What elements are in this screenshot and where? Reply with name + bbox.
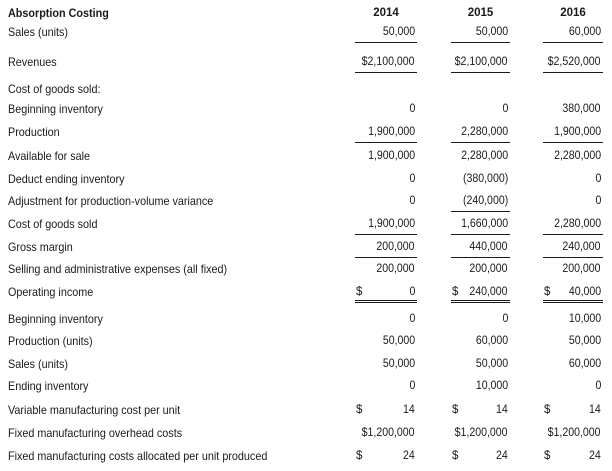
cell-value: 24 <box>589 450 601 462</box>
cell-value: 10,000 <box>475 380 508 392</box>
cell-value: 1,900,000 <box>553 126 601 138</box>
cell-value: 0 <box>409 173 415 185</box>
row-cell <box>451 445 510 467</box>
row-cell <box>543 21 603 43</box>
row-cell <box>355 98 417 120</box>
row-label: Operating income <box>8 285 94 299</box>
row-label: Beginning inventory <box>8 102 103 116</box>
table-row <box>0 98 612 120</box>
row-cell <box>543 121 603 143</box>
row-label: Cost of goods sold: <box>8 82 101 96</box>
cell-value: 1,900,000 <box>367 150 415 162</box>
row-cell <box>543 445 603 467</box>
table-row <box>0 51 612 73</box>
currency-symbol: $ <box>452 404 459 416</box>
row-cell <box>355 353 417 375</box>
cell-value: $2,520,000 <box>548 56 601 68</box>
cell-value: 50,000 <box>475 358 508 370</box>
year-header-2014: 2014 <box>373 7 399 19</box>
row-cell <box>451 375 510 397</box>
table-row <box>0 145 612 167</box>
currency-symbol: $ <box>452 450 459 462</box>
row-cell <box>355 281 417 303</box>
cell-value: 0 <box>502 313 508 325</box>
row-cell <box>451 281 510 303</box>
row-label: Selling and administrative expenses (all fixed) <box>8 262 228 276</box>
row-cell <box>355 213 417 235</box>
currency-symbol: $ <box>356 286 363 298</box>
table-title: Absorption Costing <box>8 6 109 20</box>
cell-value: (380,000) <box>462 173 508 185</box>
row-cell <box>543 330 603 352</box>
row-label: Fixed manufacturing overhead costs <box>8 426 183 440</box>
cell-value: 0 <box>502 103 508 115</box>
row-cell <box>355 258 417 280</box>
row-cell <box>543 145 603 167</box>
cell-value: 0 <box>409 103 415 115</box>
row-cell <box>543 236 603 258</box>
row-label: Sales (units) <box>8 25 69 39</box>
row-cell <box>355 21 417 43</box>
cell-value: 200,000 <box>376 241 415 253</box>
currency-symbol: $ <box>544 450 551 462</box>
cell-value: 0 <box>595 380 601 392</box>
row-cell <box>451 422 510 444</box>
table-row <box>0 190 612 212</box>
cell-value: 0 <box>595 195 601 207</box>
row-cell <box>543 281 603 303</box>
row-cell <box>355 308 417 330</box>
row-cell <box>451 213 510 235</box>
cell-value: 24 <box>403 450 415 462</box>
row-label: Sales (units) <box>8 357 69 371</box>
table-row <box>0 78 612 100</box>
cell-value: 10,000 <box>568 313 601 325</box>
row-cell <box>543 399 603 421</box>
row-cell <box>451 236 510 258</box>
cell-value: 2,280,000 <box>553 218 601 230</box>
cell-value: 200,000 <box>469 263 508 275</box>
row-cell <box>543 51 603 73</box>
row-cell <box>451 258 510 280</box>
cell-value: 0 <box>409 380 415 392</box>
row-cell <box>451 168 510 190</box>
row-cell <box>355 145 417 167</box>
row-cell <box>355 330 417 352</box>
row-cell <box>355 422 417 444</box>
row-label: Cost of goods sold <box>8 217 98 231</box>
row-cell <box>543 258 603 280</box>
cell-value: 1,660,000 <box>460 218 508 230</box>
cell-value: 14 <box>589 404 601 416</box>
table-row <box>0 445 612 467</box>
row-cell <box>451 121 510 143</box>
table-row <box>0 375 612 397</box>
row-label: Available for sale <box>8 149 91 163</box>
row-cell <box>543 168 603 190</box>
cell-value: 50,000 <box>382 26 415 38</box>
cell-value: 60,000 <box>568 26 601 38</box>
cell-value: 440,000 <box>469 241 508 253</box>
cell-value: 1,900,000 <box>367 126 415 138</box>
cell-value: 240,000 <box>562 241 601 253</box>
row-cell <box>355 121 417 143</box>
year-header-2015: 2015 <box>467 7 494 19</box>
row-cell <box>451 145 510 167</box>
row-cell <box>451 308 510 330</box>
currency-symbol: $ <box>356 450 363 462</box>
currency-symbol: $ <box>452 286 459 298</box>
table-row <box>0 353 612 375</box>
row-label: Revenues <box>8 55 57 69</box>
cell-value: 24 <box>496 450 508 462</box>
cell-value: 50,000 <box>475 26 508 38</box>
row-cell <box>451 330 510 352</box>
row-label: Adjustment for production-volume variance <box>8 194 214 208</box>
table-row <box>0 281 612 303</box>
row-cell <box>355 168 417 190</box>
cell-value: 240,000 <box>469 286 508 298</box>
row-cell <box>543 375 603 397</box>
cell-value: 0 <box>409 286 415 298</box>
row-cell <box>355 445 417 467</box>
row-cell <box>451 21 510 43</box>
cell-value: $1,200,000 <box>455 427 508 439</box>
row-cell <box>355 236 417 258</box>
row-cell <box>355 375 417 397</box>
cell-value: 0 <box>409 195 415 207</box>
cell-value: 0 <box>595 173 601 185</box>
row-cell <box>543 190 603 212</box>
row-cell <box>543 98 603 120</box>
cell-value: $2,100,000 <box>362 56 415 68</box>
row-cell <box>451 190 510 212</box>
row-label: Beginning inventory <box>8 312 103 326</box>
row-cell <box>355 190 417 212</box>
row-cell <box>543 308 603 330</box>
cell-value: 0 <box>409 313 415 325</box>
cell-value: $1,200,000 <box>362 427 415 439</box>
row-label: Ending inventory <box>8 379 89 393</box>
table-row <box>0 121 612 143</box>
cell-value: 200,000 <box>376 263 415 275</box>
cell-value: 1,900,000 <box>367 218 415 230</box>
currency-symbol: $ <box>544 404 551 416</box>
row-label: Production <box>8 125 60 139</box>
row-label: Deduct ending inventory <box>8 172 125 186</box>
row-label: Variable manufacturing cost per unit <box>8 403 181 417</box>
table-row <box>0 21 612 43</box>
table-row <box>0 399 612 421</box>
row-cell <box>451 353 510 375</box>
table-row <box>0 213 612 235</box>
row-cell <box>355 78 417 100</box>
row-cell <box>451 98 510 120</box>
cell-value: 2,280,000 <box>460 150 508 162</box>
cell-value: 380,000 <box>562 103 601 115</box>
cell-value: 50,000 <box>382 358 415 370</box>
cell-value: 2,280,000 <box>553 150 601 162</box>
row-cell <box>543 78 603 100</box>
row-label: Fixed manufacturing costs allocated per unit produced <box>8 449 268 463</box>
row-cell <box>451 51 510 73</box>
cell-value: 14 <box>403 404 415 416</box>
row-cell <box>451 78 510 100</box>
cell-value: $1,200,000 <box>548 427 601 439</box>
cell-value: 40,000 <box>568 286 601 298</box>
row-cell <box>355 399 417 421</box>
table-row <box>0 168 612 190</box>
cell-value: 2,280,000 <box>460 126 508 138</box>
row-cell <box>355 51 417 73</box>
table-row <box>0 422 612 444</box>
table-row <box>0 258 612 280</box>
cell-value: $2,100,000 <box>455 56 508 68</box>
row-cell <box>543 213 603 235</box>
row-label: Gross margin <box>8 240 73 254</box>
table-row <box>0 308 612 330</box>
row-label: Production (units) <box>8 334 93 348</box>
cell-value: 50,000 <box>382 335 415 347</box>
cell-value: (240,000) <box>462 195 508 207</box>
row-cell <box>451 399 510 421</box>
currency-symbol: $ <box>356 404 363 416</box>
cell-value: 50,000 <box>568 335 601 347</box>
table-row <box>0 236 612 258</box>
year-header-2016: 2016 <box>560 7 586 19</box>
cell-value: 60,000 <box>475 335 508 347</box>
row-cell <box>543 353 603 375</box>
cell-value: 14 <box>496 404 508 416</box>
row-cell <box>543 422 603 444</box>
cell-value: 60,000 <box>568 358 601 370</box>
table-row <box>0 330 612 352</box>
currency-symbol: $ <box>544 286 551 298</box>
cell-value: 200,000 <box>562 263 601 275</box>
